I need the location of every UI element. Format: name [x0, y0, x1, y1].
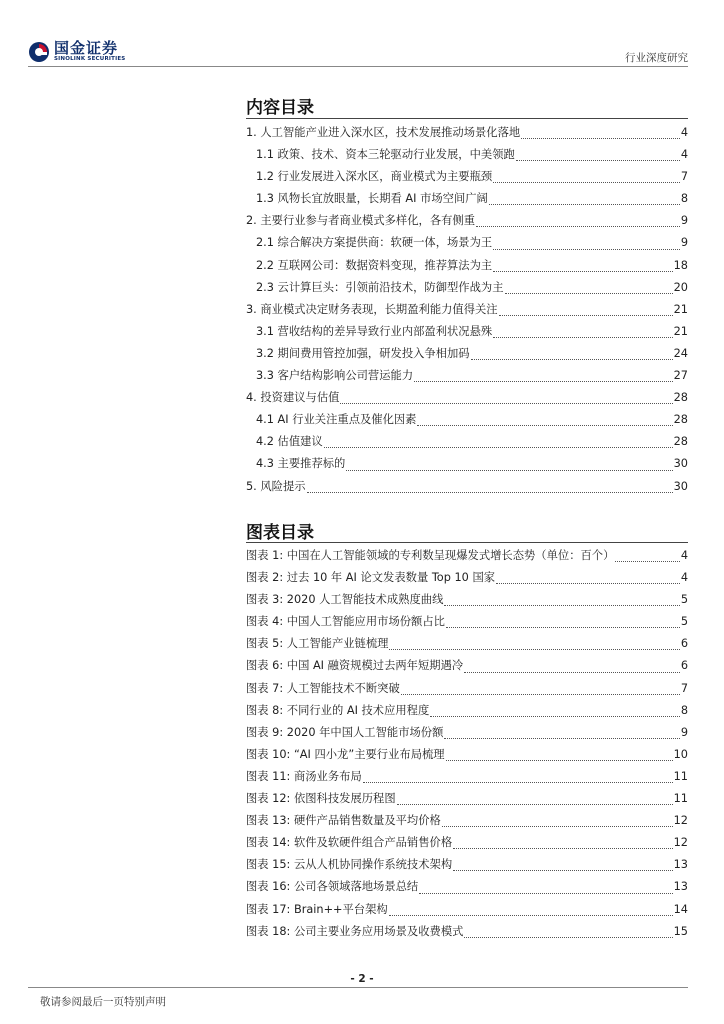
figure-entry[interactable]	[246, 722, 688, 744]
entry-page-number: 11	[673, 792, 688, 806]
entry-label: 图表 7: 人工智能技术不断突破	[246, 681, 400, 695]
figure-entry[interactable]	[246, 788, 688, 810]
toc-entry[interactable]	[246, 188, 688, 210]
entry-page-number: 12	[673, 814, 688, 828]
entry-label: 1.1 政策、技术、资本三轮驱动行业发展，中美领跑	[256, 148, 515, 162]
dot-leader	[499, 314, 673, 316]
dot-leader	[493, 181, 680, 183]
toc-entry[interactable]	[246, 409, 688, 431]
entry-page-number: 30	[673, 479, 688, 493]
entry-page-number: 12	[673, 836, 688, 850]
dot-leader	[446, 626, 680, 628]
dot-leader	[446, 759, 673, 761]
entry-label: 3.1 营收结构的差异导致行业内部盈利状况悬殊	[256, 324, 493, 338]
entry-page-number: 4	[680, 126, 688, 139]
dot-leader	[307, 491, 673, 493]
figure-entry[interactable]	[246, 611, 688, 633]
disclaimer-note: 敬请参阅最后一页特别声明	[40, 996, 166, 1008]
dot-leader	[493, 248, 680, 250]
footer-divider	[28, 987, 688, 988]
dot-leader	[453, 869, 673, 871]
dot-leader	[442, 825, 673, 827]
entry-label: 图表 1: 中国在人工智能领域的专利数呈现爆发式增长态势（单位：百个）	[246, 549, 615, 562]
dot-leader	[493, 336, 672, 338]
entry-page-number: 18	[673, 258, 688, 272]
entry-page-number: 5	[680, 593, 688, 607]
toc-entry[interactable]	[246, 387, 688, 409]
entry-label: 3. 商业模式决定财务表现，长期盈利能力值得关注	[246, 302, 498, 316]
entry-page-number: 21	[673, 302, 688, 316]
entry-label: 1.2 行业发展进入深水区，商业模式为主要瓶颈	[256, 170, 493, 184]
toc-entry[interactable]	[246, 122, 688, 144]
figures-title-rule	[246, 542, 688, 543]
figure-entry[interactable]	[246, 545, 688, 567]
contents-title-rule	[246, 118, 688, 119]
dot-leader	[489, 203, 680, 205]
entry-label: 2.2 互联网公司：数据资料变现，推荐算法为主	[256, 258, 493, 272]
dot-leader	[505, 292, 673, 294]
entry-page-number: 4	[680, 571, 688, 585]
dot-leader	[464, 936, 672, 938]
dot-leader	[444, 604, 679, 606]
figure-entry[interactable]	[246, 899, 688, 921]
sinolink-logo	[28, 40, 125, 63]
entry-page-number: 9	[680, 725, 688, 739]
entry-page-number: 6	[680, 659, 688, 673]
toc-entry[interactable]	[246, 144, 688, 166]
dot-leader	[496, 582, 680, 584]
entry-page-number: 24	[673, 346, 688, 360]
entry-label: 5. 风险提示	[246, 479, 306, 493]
dot-leader	[430, 715, 680, 717]
entry-label: 图表 18: 公司主要业务应用场景及收费模式	[246, 924, 464, 938]
figure-entry[interactable]	[246, 633, 688, 655]
entry-page-number: 28	[673, 413, 688, 427]
entry-label: 图表 16: 公司各领域落地场景总结	[246, 880, 419, 894]
dot-leader	[521, 137, 680, 139]
entry-label: 图表 2: 过去 10 年 AI 论文发表数量 Top 10 国家	[246, 571, 496, 585]
figure-entry[interactable]	[246, 589, 688, 611]
entry-label: 图表 17: Brain++平台架构	[246, 902, 388, 916]
entry-page-number: 13	[673, 880, 688, 894]
page-header	[0, 0, 724, 70]
dot-leader	[363, 781, 673, 783]
entry-page-number: 28	[673, 391, 688, 405]
entry-page-number: 8	[680, 192, 688, 206]
entry-label: 4. 投资建议与估值	[246, 391, 340, 405]
dot-leader	[389, 914, 673, 916]
dot-leader	[516, 159, 680, 161]
dot-leader	[444, 737, 679, 739]
entry-page-number: 6	[680, 637, 688, 651]
figures-list	[246, 545, 688, 943]
entry-label: 图表 14: 软件及软硬件组合产品销售价格	[246, 836, 453, 850]
figure-entry[interactable]	[246, 810, 688, 832]
figure-entry[interactable]	[246, 876, 688, 898]
contents-list	[246, 122, 688, 498]
entry-label: 图表 12: 依图科技发展历程图	[246, 792, 396, 806]
entry-page-number: 27	[673, 369, 688, 383]
dot-leader	[397, 803, 673, 805]
entry-label: 4.2 估值建议	[256, 435, 323, 449]
contents-title: 内容目录	[246, 98, 314, 118]
entry-label: 图表 15: 云从人机协同操作系统技术架构	[246, 858, 453, 872]
entry-page-number: 20	[673, 280, 688, 294]
entry-page-number: 7	[680, 681, 688, 695]
entry-label: 2.3 云计算巨头：引领前沿技术，防御型作战为主	[256, 280, 504, 294]
dot-leader	[471, 358, 673, 360]
figure-entry[interactable]	[246, 766, 688, 788]
entry-page-number: 30	[673, 457, 688, 471]
entry-label: 2.1 综合解决方案提供商：软硬一体，场景为王	[256, 236, 493, 250]
entry-label: 图表 11: 商汤业务布局	[246, 769, 362, 783]
toc-entry[interactable]	[246, 321, 688, 343]
dot-leader	[476, 225, 680, 227]
toc-entry[interactable]	[246, 431, 688, 453]
dot-leader	[389, 648, 679, 650]
toc-entry[interactable]	[246, 232, 688, 254]
entry-page-number: 5	[680, 615, 688, 629]
entry-page-number: 7	[680, 170, 688, 184]
logo-english-name: SINOLINK SECURITIES	[54, 56, 126, 62]
entry-label: 图表 9: 2020 年中国人工智能市场份额	[246, 725, 444, 739]
toc-entry[interactable]	[246, 453, 688, 475]
toc-entry[interactable]	[246, 343, 688, 365]
dot-leader	[493, 270, 672, 272]
entry-label: 1.3 风物长宜放眼量，长期看 AI 市场空间广阔	[256, 192, 488, 206]
figure-entry[interactable]	[246, 700, 688, 722]
toc-entry[interactable]	[246, 166, 688, 188]
entry-page-number: 14	[673, 902, 688, 916]
entry-label: 4.1 AI 行业关注重点及催化因素	[256, 413, 417, 427]
entry-label: 图表 3: 2020 人工智能技术成熟度曲线	[246, 593, 444, 607]
dot-leader	[401, 693, 680, 695]
toc-entry[interactable]	[246, 277, 688, 299]
entry-page-number: 4	[680, 549, 688, 562]
entry-label: 图表 10: “AI 四小龙”主要行业布局梳理	[246, 747, 445, 761]
figures-title: 图表目录	[246, 523, 314, 543]
dot-leader	[615, 560, 679, 562]
entry-page-number: 28	[673, 435, 688, 449]
entry-page-number: 9	[680, 236, 688, 250]
figure-entry[interactable]	[246, 832, 688, 854]
entry-page-number: 9	[680, 214, 688, 228]
page-number: - 2 -	[350, 973, 374, 985]
entry-page-number: 10	[673, 747, 688, 761]
sinolink-logo-icon	[28, 41, 50, 63]
entry-label: 图表 8: 不同行业的 AI 技术应用程度	[246, 703, 430, 717]
entry-page-number: 4	[680, 148, 688, 162]
header-divider	[28, 66, 688, 67]
dot-leader	[324, 446, 673, 448]
entry-label: 4.3 主要推荐标的	[256, 457, 346, 471]
toc-entry[interactable]	[246, 255, 688, 277]
toc-entry[interactable]	[246, 476, 688, 498]
entry-page-number: 11	[673, 769, 688, 783]
toc-entry[interactable]	[246, 299, 688, 321]
dot-leader	[414, 380, 673, 382]
entry-label: 1. 人工智能产业进入深水区，技术发展推动场景化落地	[246, 126, 521, 139]
figure-entry[interactable]	[246, 921, 688, 943]
toc-entry[interactable]	[246, 210, 688, 232]
dot-leader	[340, 402, 672, 404]
figure-entry[interactable]	[246, 678, 688, 700]
figure-entry[interactable]	[246, 744, 688, 766]
dot-leader	[453, 847, 673, 849]
entry-label: 图表 13: 硬件产品销售数量及平均价格	[246, 814, 441, 828]
figure-entry[interactable]	[246, 854, 688, 876]
entry-page-number: 8	[680, 703, 688, 717]
toc-entry[interactable]	[246, 365, 688, 387]
logo-chinese-name: 国金证券	[54, 39, 119, 57]
entry-page-number: 21	[673, 324, 688, 338]
entry-label: 图表 5: 人工智能产业链梳理	[246, 637, 389, 651]
entry-label: 图表 6: 中国 AI 融资规模过去两年短期遇冷	[246, 659, 464, 673]
entry-label: 3.2 期间费用管控加强，研发投入争相加码	[256, 346, 470, 360]
dot-leader	[464, 671, 680, 673]
figure-entry[interactable]	[246, 567, 688, 589]
entry-page-number: 15	[673, 924, 688, 938]
dot-leader	[417, 424, 672, 426]
entry-page-number: 13	[673, 858, 688, 872]
entry-label: 图表 4: 中国人工智能应用市场份额占比	[246, 615, 445, 629]
figure-entry[interactable]	[246, 655, 688, 677]
entry-label: 3.3 客户结构影响公司营运能力	[256, 369, 414, 383]
entry-label: 2. 主要行业参与者商业模式多样化，各有侧重	[246, 214, 476, 228]
report-type: 行业深度研究	[625, 52, 688, 64]
dot-leader	[346, 469, 672, 471]
dot-leader	[419, 892, 672, 894]
